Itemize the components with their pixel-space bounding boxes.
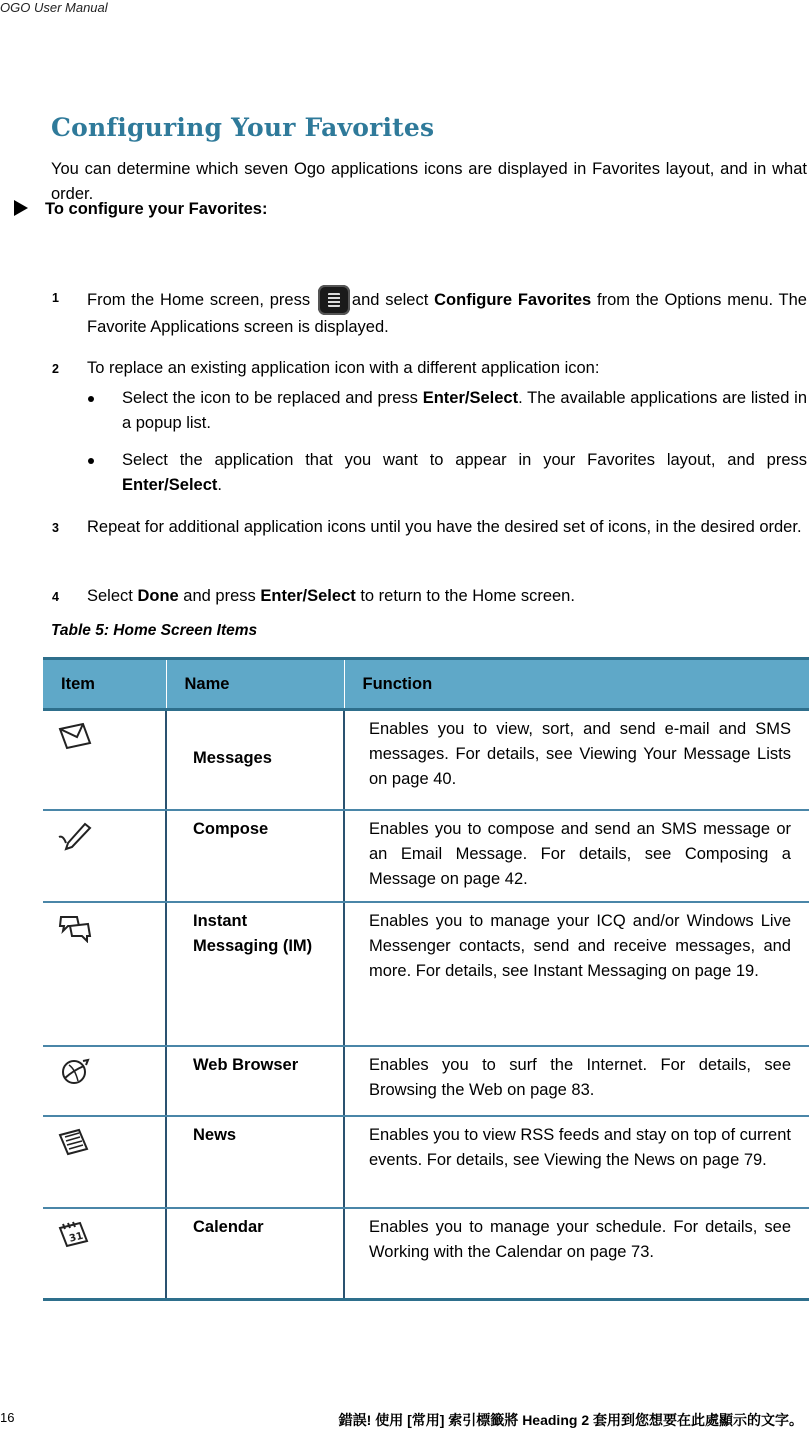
function-cell: Enables you to manage your ICQ and/or Windows Live Messenger contacts, send and receive messages, and more. For details, see Instant Messaging on page 19. bbox=[344, 902, 809, 1046]
header-name: Name bbox=[166, 659, 344, 710]
menu-key-icon bbox=[318, 285, 350, 315]
name-cell: Instant Messaging (IM) bbox=[166, 902, 344, 1046]
header-item: Item bbox=[43, 659, 166, 710]
page-number: 16 bbox=[0, 1410, 15, 1425]
bullet-dot-icon bbox=[88, 458, 94, 464]
item-cell bbox=[43, 710, 166, 810]
table-row bbox=[43, 710, 809, 810]
globe-icon bbox=[57, 1057, 93, 1087]
name-cell: Web Browser bbox=[166, 1046, 344, 1116]
home-screen-items-table bbox=[43, 657, 809, 1301]
item-cell bbox=[43, 1116, 166, 1208]
bullet-1 bbox=[122, 386, 807, 436]
item-cell bbox=[43, 1046, 166, 1116]
name-cell: Compose bbox=[166, 810, 344, 902]
footer-error-text: 錯誤! 使用 [常用] 索引標籤將 Heading 2 套用到您想要在此處顯示的文字。 bbox=[338, 1412, 803, 1428]
table-header-row bbox=[43, 659, 809, 710]
step-4-bold-done: Done bbox=[137, 587, 179, 605]
step-1-text-mid: and select bbox=[351, 291, 429, 309]
chat-bubbles-icon bbox=[57, 913, 93, 943]
function-cell: Enables you to view RSS feeds and stay on top of current events. For details, see Viewing the News on page 79. bbox=[344, 1116, 809, 1208]
triangle-bullet-icon bbox=[14, 200, 28, 216]
section-heading: Configuring Your Favorites bbox=[51, 113, 435, 142]
header-function: Function bbox=[344, 659, 809, 710]
step-number: 1 bbox=[52, 291, 59, 305]
bullet-1-bold: Enter/Select bbox=[422, 389, 519, 407]
name-cell: Messages bbox=[166, 710, 344, 810]
step-4-bold-enter: Enter/Select bbox=[260, 587, 356, 605]
table-row bbox=[43, 1046, 809, 1116]
step-4-text-end: to return to the Home screen. bbox=[360, 587, 575, 605]
bullet-2-text: Select the application that you want to appear in your Favorites layout, and press bbox=[122, 451, 807, 469]
step-4-text-mid: and press bbox=[183, 587, 256, 605]
table-row bbox=[43, 1208, 809, 1300]
table-row bbox=[43, 1116, 809, 1208]
step-number: 2 bbox=[52, 362, 59, 376]
procedure-title bbox=[14, 200, 267, 219]
step-1-bold: Configure Favorites bbox=[434, 291, 592, 309]
item-cell bbox=[43, 1208, 166, 1300]
step-number: 3 bbox=[52, 521, 59, 535]
step-4 bbox=[87, 584, 807, 609]
function-cell: Enables you to view, sort, and send e-mail and SMS messages. For details, see Viewing Your Message Lists on page 40. bbox=[344, 710, 809, 810]
step-1-text-end: from the Options menu. The Favorite Applications screen is displayed. bbox=[87, 291, 807, 336]
step-number: 4 bbox=[52, 590, 59, 604]
function-cell: Enables you to manage your schedule. For details, see Working with the Calendar on page 73. bbox=[344, 1208, 809, 1300]
table-caption: Table 5: Home Screen Items bbox=[51, 622, 258, 639]
item-cell bbox=[43, 810, 166, 902]
bullet-2-text-end: . bbox=[217, 476, 222, 494]
name-cell: Calendar bbox=[166, 1208, 344, 1300]
pencil-icon bbox=[57, 821, 93, 851]
bullet-dot-icon bbox=[88, 396, 94, 402]
item-cell bbox=[43, 902, 166, 1046]
intro-paragraph: You can determine which seven Ogo applications icons are displayed in Favorites layout, and in what order. bbox=[51, 160, 807, 203]
table-row bbox=[43, 810, 809, 902]
envelope-icon bbox=[57, 721, 93, 751]
step-4-text: Select bbox=[87, 587, 133, 605]
bullet-2-bold: Enter/Select bbox=[122, 476, 218, 494]
calendar-icon bbox=[57, 1219, 93, 1249]
step-3: Repeat for additional application icons until you have the desired set of icons, in the desired order. bbox=[87, 518, 802, 536]
running-header: OGO User Manual bbox=[0, 0, 108, 15]
name-cell: News bbox=[166, 1116, 344, 1208]
step-1 bbox=[87, 285, 807, 340]
newspaper-icon bbox=[57, 1127, 93, 1157]
bullet-1-text: Select the icon to be replaced and press bbox=[122, 389, 418, 407]
svg-text:31: 31 bbox=[68, 1230, 85, 1245]
procedure-title-text: To configure your Favorites: bbox=[45, 200, 268, 218]
function-cell: Enables you to compose and send an SMS message or an Email Message. For details, see Composing a Message on page 42. bbox=[344, 810, 809, 902]
step-2: To replace an existing application icon with a different application icon: bbox=[87, 359, 600, 377]
table-row bbox=[43, 902, 809, 1046]
step-1-text: From the Home screen, press bbox=[87, 291, 311, 309]
bullet-1-text-end: . The available applications are listed in a popup list. bbox=[122, 389, 807, 432]
bullet-2 bbox=[122, 448, 807, 498]
function-cell: Enables you to surf the Internet. For details, see Browsing the Web on page 83. bbox=[344, 1046, 809, 1116]
